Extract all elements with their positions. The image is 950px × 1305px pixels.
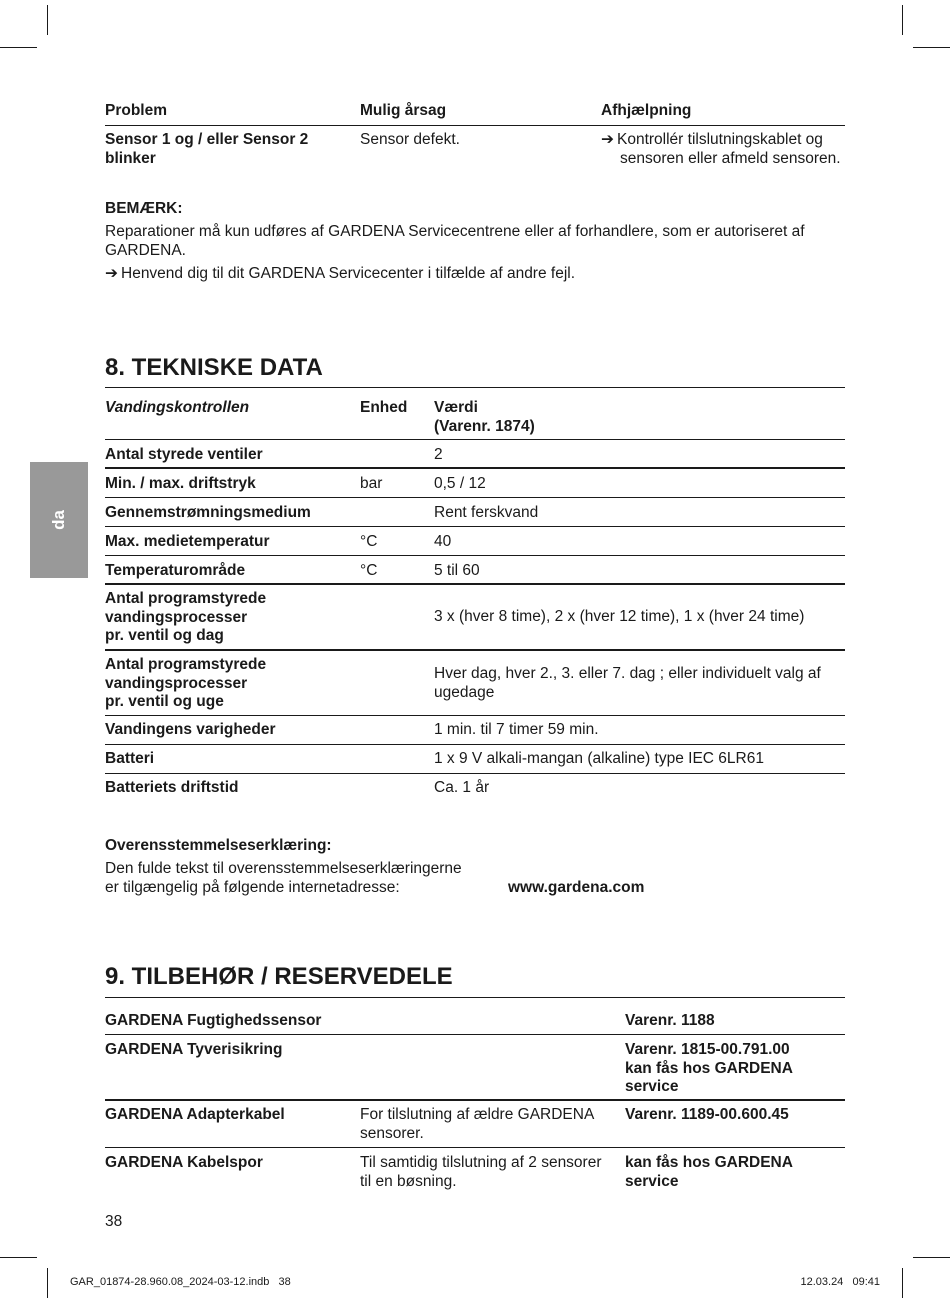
table-rule <box>105 649 845 651</box>
crop-mark <box>47 1268 48 1298</box>
conformity-text: Den fulde tekst til overensstemmelseserklæringerne er tilgængelig på følgende internetadresse: <box>105 860 462 896</box>
tech-row-label: Antal programstyrede vandingsprocesser pr. ventil og uge <box>105 656 267 710</box>
crop-mark <box>47 5 48 35</box>
remedy-cell: ➔ Kontrollér tilslutningskablet og sensoren eller afmeld sensoren. <box>601 131 841 167</box>
language-tab-label: da <box>48 510 68 530</box>
table-rule <box>105 773 845 774</box>
header-problem: Problem <box>105 102 168 119</box>
accessory-ref: kan fås hos GARDENA service <box>625 1154 793 1190</box>
arrow-right-icon: ➔ <box>105 265 118 282</box>
tech-row-label: Gennemstrømningsmedium <box>105 504 311 521</box>
crop-mark <box>0 1257 37 1258</box>
footer-file: GAR_01874-28.960.08_2024-03-12.indb 38 <box>70 1276 291 1288</box>
tech-row-label: Antal programstyrede vandingsprocesser pr. ventil og dag <box>105 590 267 644</box>
table-rule <box>105 1034 845 1035</box>
header-remedy: Afhjælpning <box>601 102 692 119</box>
tech-header-unit: Enhed <box>360 399 408 416</box>
accessory-ref: Varenr. 1189-00.600.45 <box>625 1106 789 1123</box>
accessory-ref: Varenr. 1188 <box>625 1012 715 1029</box>
tech-row-label: Vandingens varigheder <box>105 721 276 738</box>
table-rule <box>105 583 845 585</box>
tech-row-label: Batteriets driftstid <box>105 779 239 796</box>
tech-row-unit: °C <box>360 562 378 579</box>
note-heading: BEMÆRK: <box>105 200 183 217</box>
tech-row-unit: bar <box>360 475 383 492</box>
tech-row-unit: °C <box>360 533 378 550</box>
arrow-right-icon: ➔ <box>601 131 614 148</box>
cause-cell: Sensor defekt. <box>360 131 460 148</box>
crop-mark <box>913 1257 950 1258</box>
tech-row-value: 2 <box>434 446 443 463</box>
table-rule <box>105 715 845 716</box>
tech-row-value: 1 x 9 V alkali-mangan (alkaline) type IEC 6LR61 <box>434 750 764 767</box>
header-cause: Mulig årsag <box>360 102 447 119</box>
table-rule <box>105 526 845 527</box>
table-rule <box>105 497 845 498</box>
crop-mark <box>902 5 903 35</box>
tech-row-value: Ca. 1 år <box>434 779 490 796</box>
tech-row-value: Hver dag, hver 2., 3. eller 7. dag ; eller individuelt valg af ugedage <box>434 665 821 701</box>
crop-mark <box>0 47 37 48</box>
accessory-desc: Til samtidig tilslutning af 2 sensorer til en bøsning. <box>360 1154 602 1190</box>
accessory-desc: For tilslutning af ældre GARDENA sensorer. <box>360 1106 595 1142</box>
tech-row-value: 40 <box>434 533 452 550</box>
tech-row-label: Batteri <box>105 750 155 767</box>
accessory-ref: Varenr. 1815-00.791.00 kan fås hos GARDENA service <box>625 1041 793 1095</box>
conformity-url[interactable]: www.gardena.com <box>508 879 645 896</box>
tech-row-value: 1 min. til 7 timer 59 min. <box>434 721 599 738</box>
crop-mark <box>913 47 950 48</box>
problem-line: blinker <box>105 149 156 167</box>
table-rule <box>105 125 845 126</box>
table-rule <box>105 439 845 440</box>
problem-cell <box>105 131 308 168</box>
accessory-name: GARDENA Adapterkabel <box>105 1106 285 1123</box>
section-title-tech: 8. TEKNISKE DATA <box>105 354 323 381</box>
tech-row-value: 3 x (hver 8 time), 2 x (hver 12 time), 1 x (hver 24 time) <box>434 608 805 625</box>
note-text: Reparationer må kun udføres af GARDENA Servicecentrene eller af forhandlere, som er autoriseret af GARDENA. <box>105 223 805 259</box>
tech-row-label: Temperaturområde <box>105 562 246 579</box>
table-rule <box>105 744 845 745</box>
crop-mark <box>902 1268 903 1298</box>
language-tab <box>30 462 88 578</box>
tech-row-value: 5 til 60 <box>434 562 480 579</box>
accessory-name: GARDENA Tyverisikring <box>105 1041 283 1058</box>
table-rule <box>105 467 845 469</box>
footer-date: 12.03.24 09:41 <box>800 1276 880 1288</box>
note-arrow-line: ➔ Henvend dig til dit GARDENA Servicecenter i tilfælde af andre fejl. <box>105 265 576 282</box>
problem-line: Sensor 1 og / eller Sensor 2 <box>105 131 309 148</box>
table-rule <box>105 1099 845 1101</box>
table-rule <box>105 1147 845 1148</box>
tech-header-value: Værdi (Varenr. 1874) <box>434 399 535 435</box>
tech-row-value: Rent ferskvand <box>434 504 539 521</box>
conformity-heading: Overensstemmelseserklæring: <box>105 837 332 854</box>
section-rule <box>105 387 845 388</box>
section-title-accessories: 9. TILBEHØR / RESERVEDELE <box>105 963 453 990</box>
tech-row-label: Max. medietemperatur <box>105 533 270 550</box>
tech-row-label: Min. / max. driftstryk <box>105 475 256 492</box>
accessory-name: GARDENA Fugtighedssensor <box>105 1012 322 1029</box>
section-rule <box>105 997 845 998</box>
tech-header-item: Vandingskontrollen <box>105 399 250 416</box>
tech-row-value: 0,5 / 12 <box>434 475 486 492</box>
tech-row-label: Antal styrede ventiler <box>105 446 263 463</box>
accessory-name: GARDENA Kabelspor <box>105 1154 263 1171</box>
page-number: 38 <box>105 1213 123 1230</box>
table-rule <box>105 555 845 556</box>
